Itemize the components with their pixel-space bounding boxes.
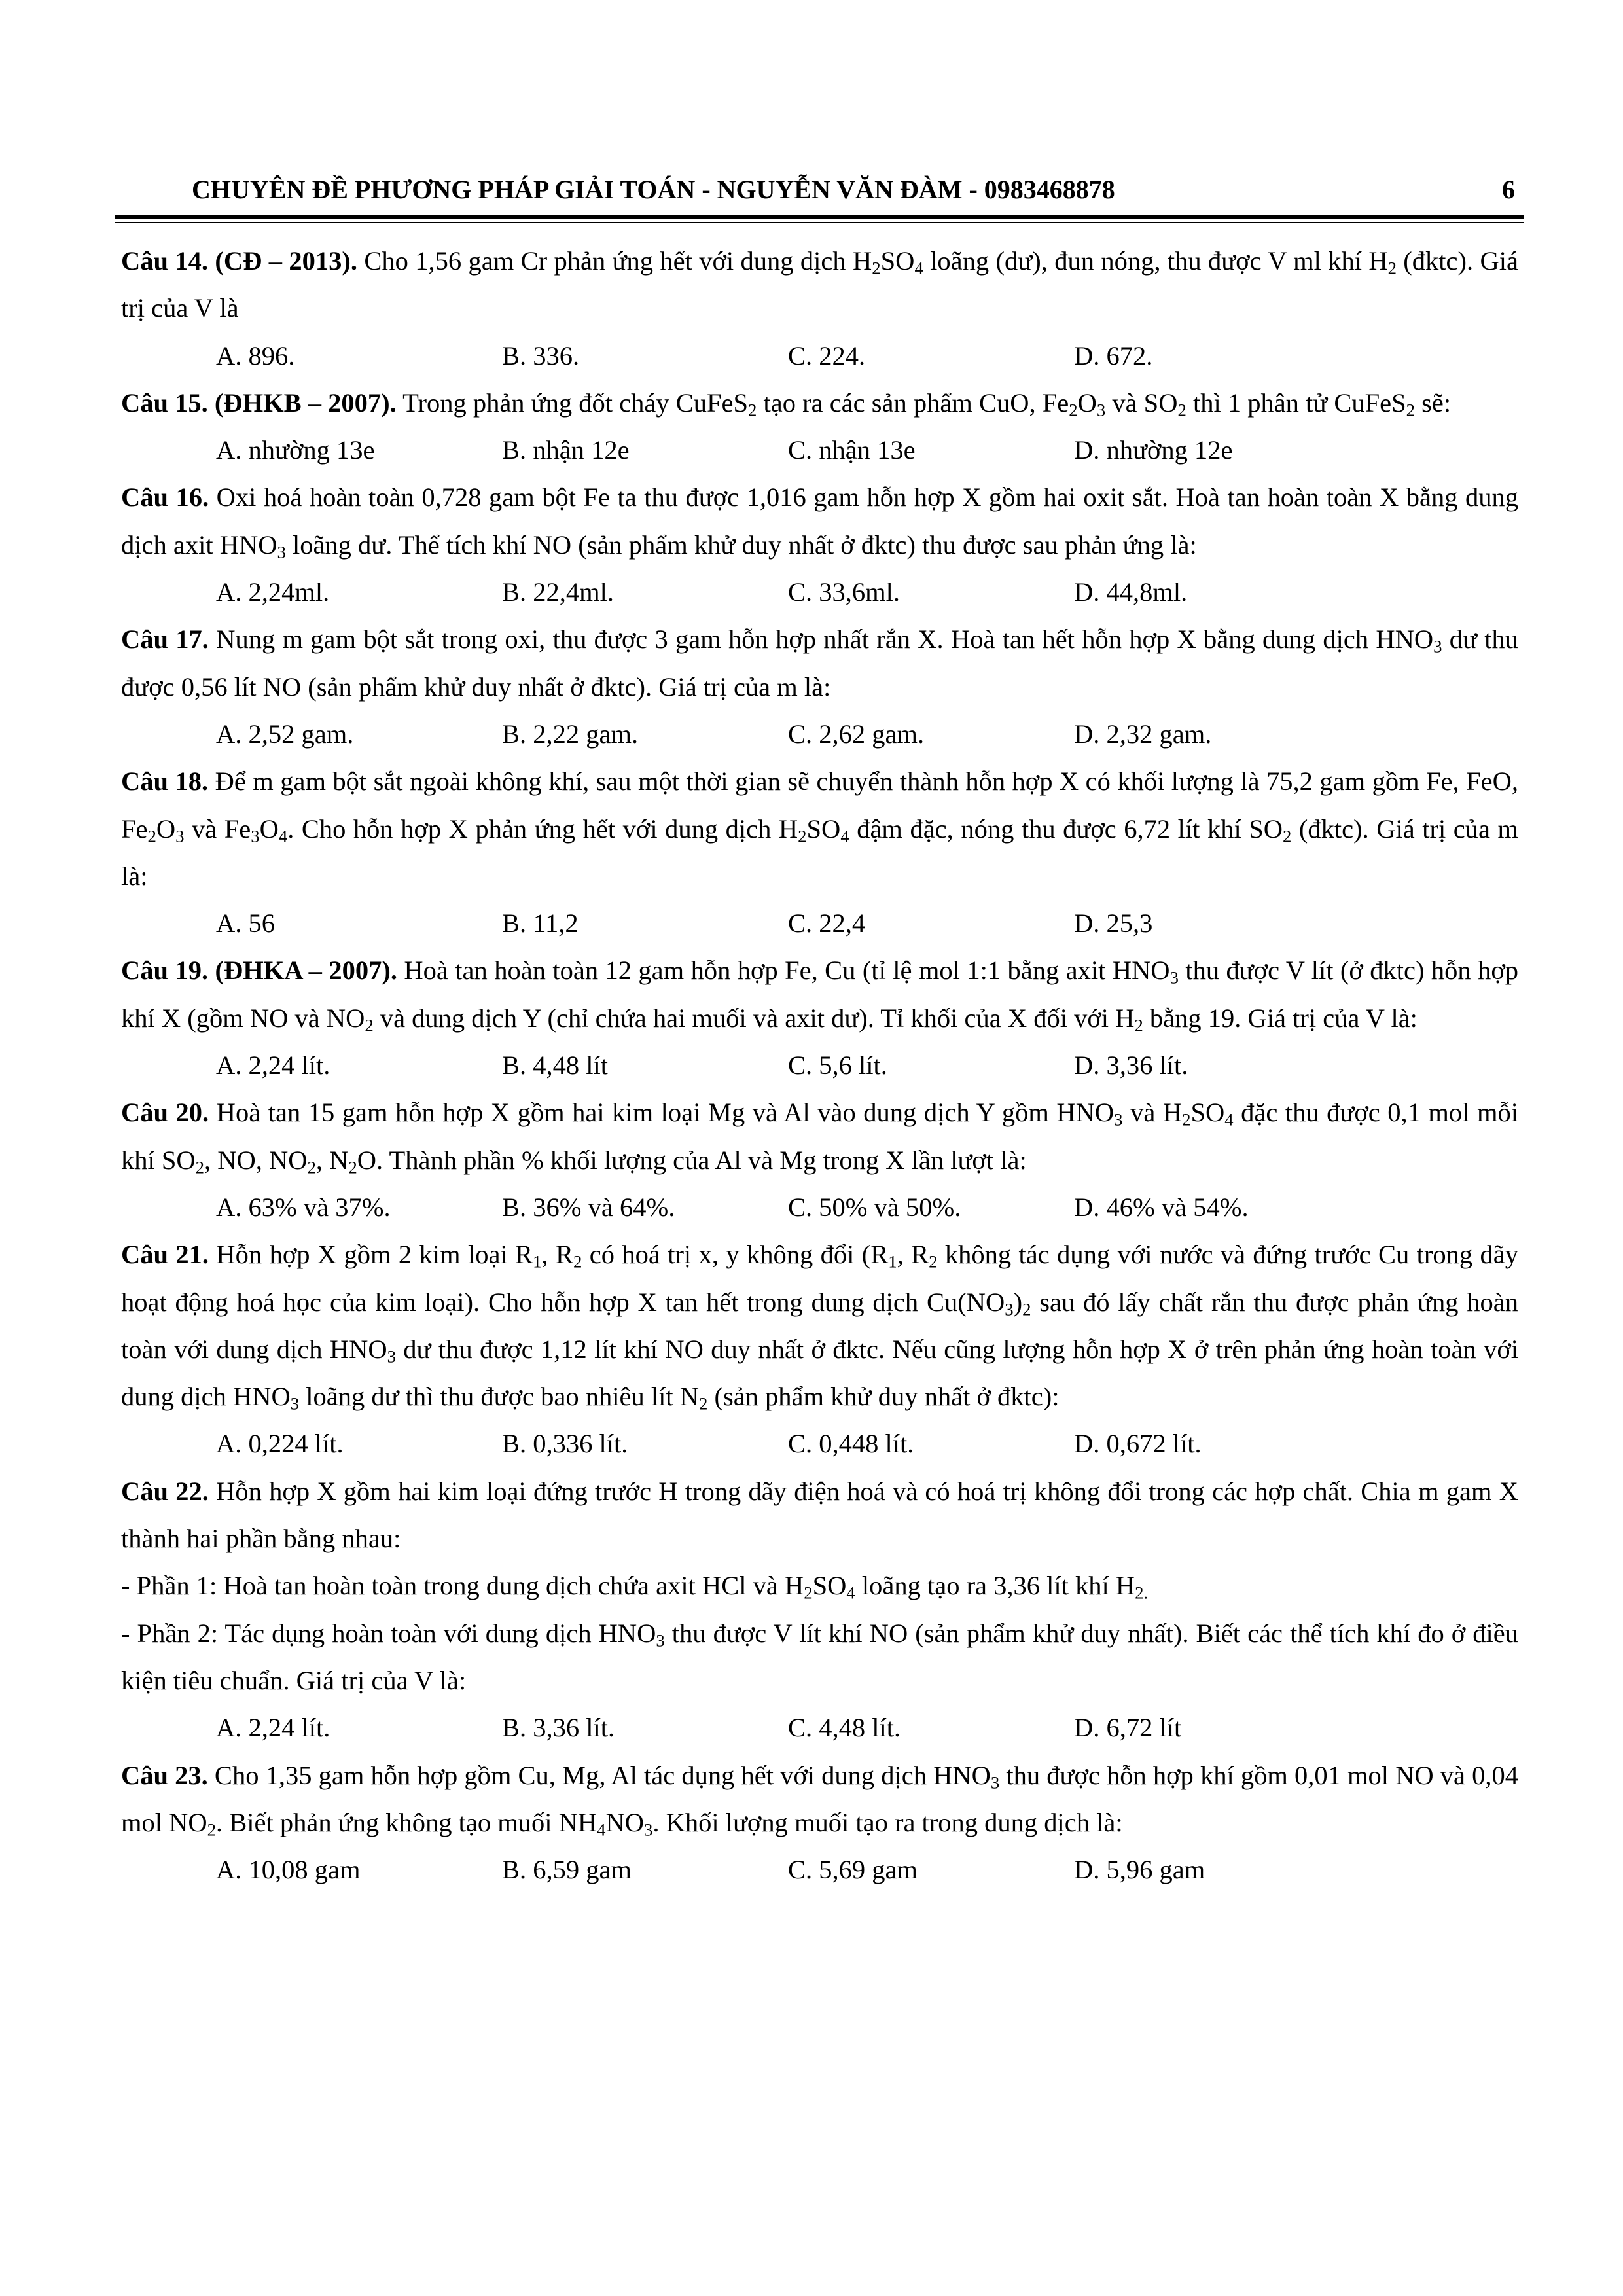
answer-option: C. 0,448 lít. xyxy=(788,1429,914,1459)
answer-options xyxy=(121,711,1518,758)
question-label: Câu 18. xyxy=(121,766,209,797)
question-label: Câu 21. xyxy=(121,1240,209,1270)
question-list xyxy=(121,238,1518,1893)
answer-option: B. 336. xyxy=(502,340,580,370)
answer-option: D. 2,32 gam. xyxy=(1074,719,1212,749)
header-title: CHUYÊN ĐỀ PHƯƠNG PHÁP GIẢI TOÁN - NGUYỄN VĂN ĐÀM - 0983468878 xyxy=(192,175,1115,204)
question-body: Hỗn hợp X gồm 2 kim loại $R_1$, $R_2$ có hoá trị x, y không đổi ($R_1$, $R_2$ không tác dụng với nước và đứng trước Cu trong dãy hoạt động hoá học của kim loại). Cho hỗn hợp X tan hết trong dung dịch $Cu(NO_3)_2$ sau đó lấy chất rắn thu được phản ứng hoàn toàn với dung dịch $HNO_3$ dư thu được 1,12 lít khí NO duy nhất ở đktc. Nếu cũng lượng hỗn hợp X ở trên phản ứng hoàn toàn với dung dịch $HNO_3$ loãng dư thì thu được bao nhiêu lít $N_2$ (sản phẩm khử duy nhất ở đktc): xyxy=(121,1240,1518,1414)
answer-option: C. 4,48 lít. xyxy=(788,1713,901,1743)
answer-option: A. 2,24 lít. xyxy=(216,1713,330,1743)
answer-option: A. 896. xyxy=(216,340,295,370)
question-text xyxy=(121,1468,1518,1563)
answer-option: A. 2,52 gam. xyxy=(216,719,354,749)
question-block xyxy=(121,380,1518,475)
question-label: Câu 20. xyxy=(121,1098,209,1128)
question-text xyxy=(121,947,1518,1042)
answer-option: B. nhận 12e xyxy=(502,435,630,465)
question-text xyxy=(121,1089,1518,1184)
answer-option: A. 63% và 37%. xyxy=(216,1192,391,1222)
answer-option: B. 36% và 64%. xyxy=(502,1192,675,1222)
answer-options xyxy=(121,1184,1518,1231)
answer-option: D. 46% và 54%. xyxy=(1074,1192,1249,1222)
answer-option: B. 4,48 lít xyxy=(502,1050,609,1081)
answer-option: B. 3,36 lít. xyxy=(502,1713,615,1743)
answer-option: C. nhận 13e xyxy=(788,435,916,465)
answer-option: D. 6,72 lít xyxy=(1074,1713,1182,1743)
question-block xyxy=(121,1752,1518,1894)
question-text xyxy=(121,474,1518,569)
question-label: Câu 15. (ĐHKB – 2007). xyxy=(121,387,397,418)
answer-options xyxy=(121,1704,1518,1751)
answer-option: D. 44,8ml. xyxy=(1074,577,1188,607)
question-block xyxy=(121,1231,1518,1467)
question-block xyxy=(121,947,1518,1089)
question-label: Câu 23. xyxy=(121,1760,208,1790)
page-header xyxy=(121,169,1515,212)
answer-option: D. nhường 12e xyxy=(1074,435,1233,465)
question-subpart xyxy=(121,1610,1518,1705)
question-label: Câu 16. xyxy=(121,482,209,512)
answer-option: B. 0,336 lít. xyxy=(502,1429,628,1459)
answer-options xyxy=(121,332,1518,380)
answer-option: C. 50% và 50%. xyxy=(788,1192,961,1222)
answer-option: A. 2,24 lít. xyxy=(216,1050,330,1081)
answer-option: C. 5,6 lít. xyxy=(788,1050,887,1081)
answer-option: C. 33,6ml. xyxy=(788,577,901,607)
answer-options xyxy=(121,427,1518,474)
question-text xyxy=(121,616,1518,711)
answer-option: D. 0,672 lít. xyxy=(1074,1429,1202,1459)
question-block xyxy=(121,238,1518,380)
question-body: Hoà tan 15 gam hỗn hợp X gồm hai kim loại Mg và Al vào dung dịch Y gồm $HNO_3$ và $H_2SO_4$ đặc thu được 0,1 mol mỗi khí $SO_2$, NO, $NO_2$, $N_2O$. Thành phần % khối lượng của Al và Mg trong X lần lượt là: xyxy=(121,1098,1518,1177)
question-text xyxy=(121,1752,1518,1847)
answer-option: D. 25,3 xyxy=(1074,908,1153,939)
answer-options xyxy=(121,1420,1518,1467)
question-block xyxy=(121,474,1518,616)
question-body: - Phần 1: Hoà tan hoàn toàn trong dung dịch chứa axit HCl và $H_2SO_4$ loãng tạo ra 3,36 lít khí $H_{2.}$ xyxy=(121,1571,1149,1603)
answer-option: C. 22,4 xyxy=(788,908,866,939)
question-label: Câu 19. (ĐHKA – 2007). xyxy=(121,956,397,986)
question-block xyxy=(121,616,1518,758)
question-text xyxy=(121,1231,1518,1420)
answer-option: A. 56 xyxy=(216,908,275,939)
question-body: Hỗn hợp X gồm hai kim loại đứng trước H trong dãy điện hoá và có hoá trị không đổi trong các hợp chất. Chia m gam X thành hai phần bằng nhau: xyxy=(121,1476,1518,1554)
answer-option: A. 10,08 gam xyxy=(216,1855,361,1885)
header-rule-thick xyxy=(115,215,1524,219)
question-label: Câu 22. xyxy=(121,1476,209,1506)
answer-option: C. 224. xyxy=(788,340,866,370)
question-body: Nung m gam bột sắt trong oxi, thu được 3 gam hỗn hợp nhất rắn X. Hoà tan hết hỗn hợp X bằng dung dịch $HNO_3$ dư thu được 0,56 lít NO (sản phẩm khử duy nhất ở đktc). Giá trị của m là: xyxy=(121,624,1518,702)
answer-option: B. 11,2 xyxy=(502,908,579,939)
answer-option: D. 672. xyxy=(1074,340,1153,370)
question-body: Trong phản ứng đốt cháy CuFeS$_2$ tạo ra các sản phẩm CuO, $Fe_2O_3$ và $SO_2$ thì 1 phân tử CuFeS$_2$ sẽ: xyxy=(396,387,1452,420)
answer-option: D. 5,96 gam xyxy=(1074,1855,1205,1885)
answer-options xyxy=(121,900,1518,947)
question-subpart xyxy=(121,1562,1518,1609)
answer-option: C. 2,62 gam. xyxy=(788,719,925,749)
question-body: Oxi hoá hoàn toàn 0,728 gam bột Fe ta thu được 1,016 gam hỗn hợp X gồm hai oxit sắt. Hoà tan hoàn toàn X bằng dung dịch axit $HNO_3$ loãng dư. Thể tích khí NO (sản phẩm khử duy nhất ở đktc) thu được sau phản ứng là: xyxy=(121,482,1518,562)
question-text xyxy=(121,238,1518,332)
answer-option: A. 0,224 lít. xyxy=(216,1429,344,1459)
question-label: Câu 17. xyxy=(121,624,209,655)
page-number: 6 xyxy=(1502,175,1515,204)
question-text xyxy=(121,758,1518,900)
question-text xyxy=(121,380,1518,427)
answer-option: A. 2,24ml. xyxy=(216,577,330,607)
answer-options xyxy=(121,1846,1518,1893)
question-body: Cho 1,35 gam hỗn hợp gồm Cu, Mg, Al tác dụng hết với dung dịch $HNO_3$ thu được hỗn hợp khí gồm 0,01 mol NO và 0,04 mol $NO_2$. Biết phản ứng không tạo muối $NH_4NO_3$. Khối lượng muối tạo ra trong dung dịch là: xyxy=(121,1760,1518,1840)
answer-option: C. 5,69 gam xyxy=(788,1855,918,1885)
question-body: - Phần 2: Tác dụng hoàn toàn với dung dịch $HNO_3$ thu được V lít khí NO (sản phẩm khử duy nhất). Biết các thể tích khí đo ở điều kiện tiêu chuẩn. Giá trị của V là: xyxy=(121,1618,1518,1695)
question-body: Cho 1,56 gam Cr phản ứng hết với dung dịch $H_2SO_4$ loãng (dư), đun nóng, thu được V ml khí $H_2$ (đktc). Giá trị của V là xyxy=(121,246,1518,323)
answer-option: B. 2,22 gam. xyxy=(502,719,639,749)
question-block xyxy=(121,1089,1518,1231)
answer-option: A. nhường 13e xyxy=(216,435,375,465)
question-body: Hoà tan hoàn toàn 12 gam hỗn hợp Fe, Cu (tỉ lệ mol 1:1 bằng axit $HNO_3$ thu được V lít (ở đktc) hỗn hợp khí X (gồm NO và $NO_2$ và dung dịch Y (chỉ chứa hai muối và axit dư). Tỉ khối của X đối với $H_2$ bằng 19. Giá trị của V là: xyxy=(121,956,1518,1035)
answer-option: B. 22,4ml. xyxy=(502,577,615,607)
answer-option: D. 3,36 lít. xyxy=(1074,1050,1188,1081)
question-body: Để m gam bột sắt ngoài không khí, sau một thời gian sẽ chuyển thành hỗn hợp X có khối lượng là 75,2 gam gồm Fe, FeO, $Fe_2O_3$ và $Fe_3O_4$. Cho hỗn hợp X phản ứng hết với dung dịch $H_2SO_4$ đậm đặc, nóng thu được 6,72 lít khí $SO_2$ (đktc). Giá trị của m là: xyxy=(121,766,1519,891)
question-block xyxy=(121,758,1518,947)
question-block xyxy=(121,1468,1518,1752)
question-label: Câu 14. (CĐ – 2013). xyxy=(121,246,357,276)
answer-option: B. 6,59 gam xyxy=(502,1855,632,1885)
header-rule-thin xyxy=(115,222,1524,223)
answer-options xyxy=(121,1042,1518,1089)
answer-options xyxy=(121,569,1518,616)
